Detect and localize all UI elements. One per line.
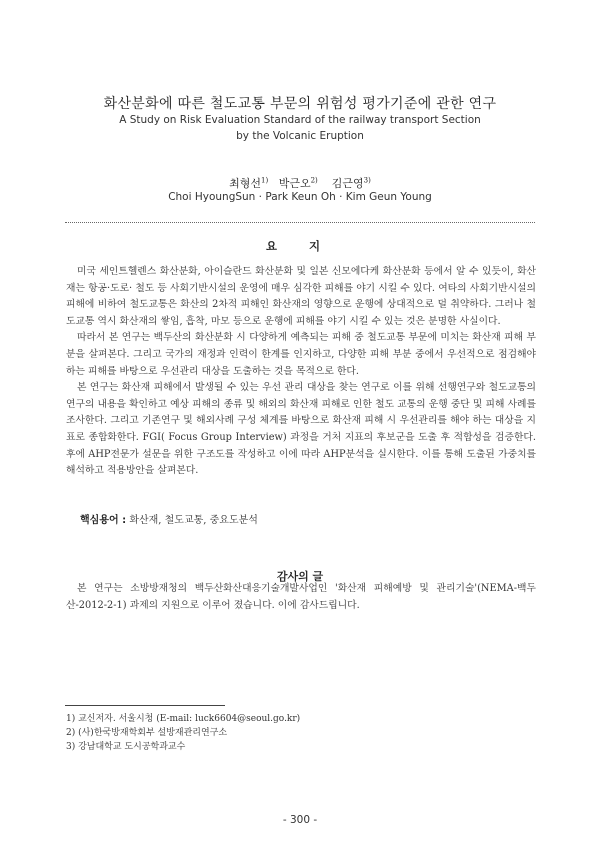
keywords-label: 핵심용어 : — [80, 515, 127, 526]
authors-english: Choi HyoungSun · Park Keun Oh · Kim Geun Young — [168, 191, 432, 203]
section-divider — [65, 222, 535, 223]
paper-title-korean: 화산분화에 따른 철도교통 부문의 위험성 평가기준에 관한 연구 — [103, 96, 497, 112]
keywords-text: 화산재, 철도교통, 중요도분석 — [129, 515, 258, 526]
abstract-heading: 요 지 — [265, 239, 335, 253]
acknowledgement-text: 본 연구는 소방방재청의 백두산화산대응기술개발사업인 '화산재 피해예방 및 관리기술'(NEMA-백두산-2012-2-1) 과제의 지원으로 이루어 졌습니다. 이에 감사드립니다. — [66, 583, 536, 611]
authors-korean — [0, 175, 600, 191]
footnotes — [66, 712, 300, 754]
author-name: 최형선 — [229, 177, 262, 190]
abstract-body — [66, 264, 536, 480]
footnote-item: 2) (사)한국방재학회부 설방재관리연구소 — [66, 728, 228, 738]
abstract-paragraph: 미국 세인트헬렌스 화산분화, 아이슬란드 화산분화 및 일본 신모에다케 화산분화 등에서 알 수 있듯이, 화산재는 항공·도로· 철도 등 사회기반시설의 운영에 매우 심각한 피해를 야기 시킬 수 있다. 여타의 사회기반시설의 피해에 비하여 철도교통은 화산의 2차적 피해인 화산재의 영향으로 운행에 상대적으로 덜 취약하다. 그러나 철도교통 역시 화산재의 쌓임, 흡착, 마모 등으로 운행에 피해를 야기 시킬 수 있는 것은 분명한 사실이다. — [66, 266, 536, 327]
acknowledgement-heading: 감사의 글 — [276, 570, 324, 583]
abstract-paragraph: 따라서 본 연구는 백두산의 화산분화 시 다양하게 예측되는 피해 중 철도교통 부문에 미치는 화산재 피해 부분을 살펴본다. 그리고 국가의 재정과 인력이 한계를 인지하고, 다양한 피해 부분 중에서 우선적으로 점검해야하는 피해를 바탕으로 우선관리 대상을 도출하는 것을 목적으로 한다. — [66, 332, 536, 377]
author-mark: 3) — [363, 176, 371, 185]
paper-title-english-line1: A Study on Risk Evaluation Standard of the railway transport Section — [119, 114, 481, 126]
footnote-item: 3) 강남대학교 도시공학과교수 — [66, 742, 186, 752]
page-number: - 300 - — [282, 814, 318, 826]
author-name: 박근오 — [278, 177, 311, 190]
keywords — [80, 511, 258, 526]
footnote-item: 1) 교신저자. 서울시청 (E-mail: luck6604@seoul.go.kr) — [66, 714, 301, 724]
abstract-paragraph: 본 연구는 화산재 피해에서 발생될 수 있는 우선 관리 대상을 찾는 연구로 이를 위해 선행연구와 철도교통의 연구의 내용을 확인하고 예상 피해의 종류 및 해외의 화산재 피해로 인한 철도 교통의 운행 중단 및 피해 사례를 조사한다. 그리고 기존연구 및 해외사례 구성 체계를 바탕으로 화산재 피해 시 우선관리를 해야 하는 대상을 지표로 종합화한다. FGI( Focus Group Interview) 과정을 거처 지표의 후보군을 도출 후 적합성을 검증한다. 후에 AHP전문가 설문을 위한 구조도를 작성하고 이에 따라 AHP분석을 실시한다. 이를 통해 도출된 가중치를 해석하고 적용방안을 살펴본다. — [66, 382, 536, 477]
author-name: 김근영 — [331, 177, 364, 190]
author-mark: 2) — [310, 176, 318, 185]
footnote-separator — [65, 705, 225, 706]
acknowledgement-body — [66, 581, 536, 614]
author-mark: 1) — [261, 176, 269, 185]
paper-title-english-line2: by the Volcanic Eruption — [236, 130, 364, 142]
